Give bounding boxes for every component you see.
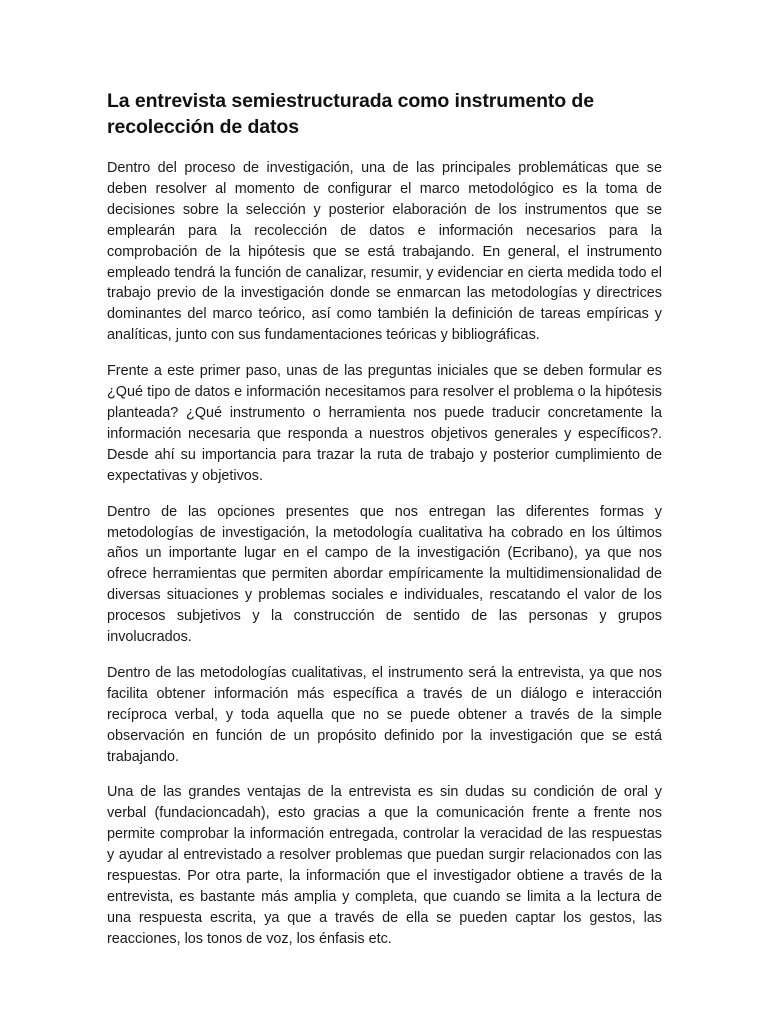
paragraph-1: Dentro del proceso de investigación, una de las principales problemáticas que se deben resolver al momento de configurar el marco metodológico es la toma de decisiones sobre la selección y posterior elaboración de los instrumentos que se emplearán para la recolección de datos e información necesarios para la comprobación de la hipótesis que se está trabajando. En general, el instrumento empleado tendrá la función de canalizar, resumir, y evidenciar en cierta medida todo el trabajo previo de la investigación donde se enmarcan las metodologías y directrices dominantes del marco teórico, así como también la definición de tareas empíricas y analíticas, junto con sus fundamentaciones teóricas y bibliográficas. — [107, 160, 662, 344]
paragraph-5: Una de las grandes ventajas de la entrevista es sin dudas su condición de oral y verbal (fundacioncadah), esto gracias a que la comunicación frente a frente nos permite comprobar la información entregada, controlar la veracidad de las respuestas y ayudar al entrevistado a resolver problemas que puedan surgir relacionados con las respuestas. Por otra parte, la información que el investigador obtiene a través de la entrevista, es bastante más amplia y completa, que cuando se limita a la lectura de una respuesta escrita, ya que a través de ella se pueden captar los gestos, las reacciones, los tonos de voz, los énfasis etc. — [107, 784, 662, 947]
paragraph-2: Frente a este primer paso, unas de las preguntas iniciales que se deben formular es ¿Qué tipo de datos e información necesitamos para resolver el problema o la hipótesis planteada? ¿Qué instrumento o herramienta nos puede traducir concretamente la información necesaria que responda a nuestros objetivos generales y específicos?. Desde ahí su importancia para trazar la ruta de trabajo y posterior cumplimiento de expectativas y objetivos. — [107, 363, 662, 484]
paragraph-3: Dentro de las opciones presentes que nos entregan las diferentes formas y metodologías de investigación, la metodología cualitativa ha cobrado en los últimos años un importante lugar en el campo de la investigación (Ecribano), ya que nos ofrece herramientas que permiten abordar empíricamente la multidimensionalidad de diversas situaciones y problemas sociales e individuales, rescatando el valor de los procesos subjetivos y la construcción de sentido de las personas y grupos involucrados. — [107, 503, 662, 646]
document-title: La entrevista semiestructurada como instrumento de recolección de datos — [107, 90, 594, 138]
paragraph-4: Dentro de las metodologías cualitativas, el instrumento será la entrevista, ya que nos facilita obtener información más específica a través de un diálogo e interacción recíproca verbal, y toda aquella que no se puede obtener a través de la simple observación en función de un propósito definido por la investigación que se está trabajando. — [107, 664, 662, 765]
